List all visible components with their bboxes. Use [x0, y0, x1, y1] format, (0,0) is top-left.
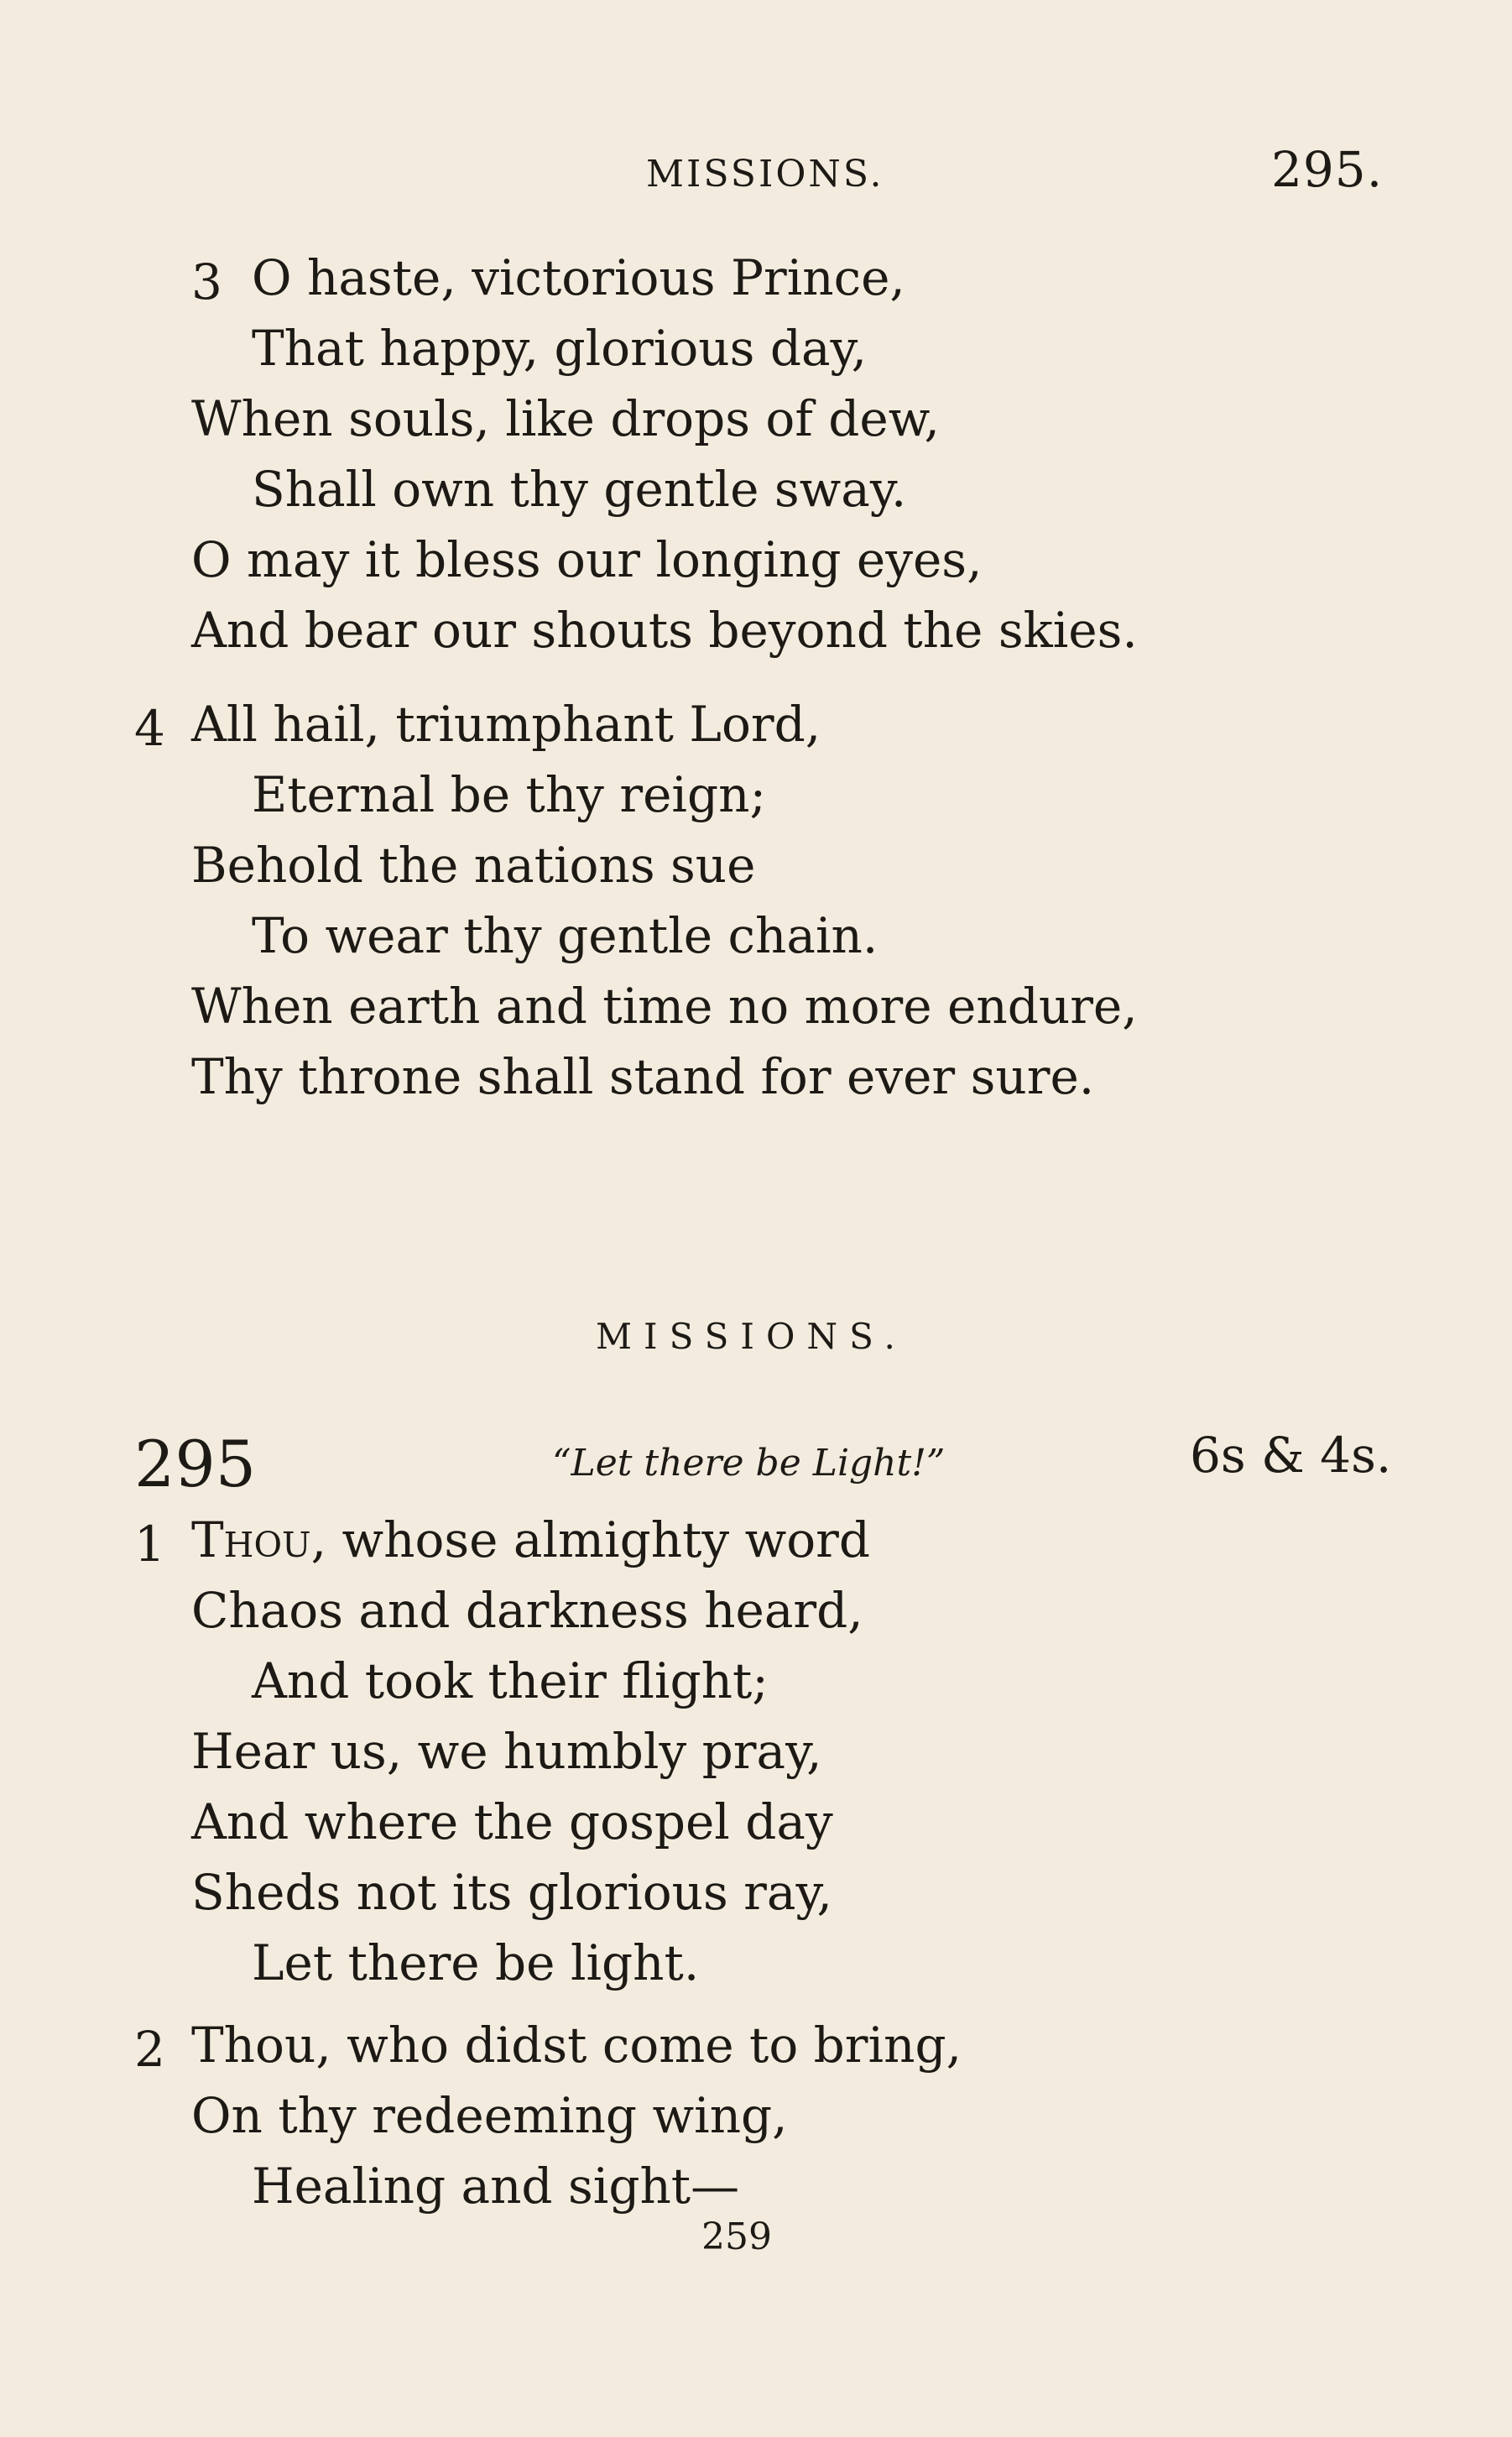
- first-word: Thou,: [191, 1511, 327, 1568]
- stanza-number: 3: [191, 253, 222, 310]
- stanza-number: 1: [134, 1516, 165, 1573]
- verse-line: Chaos and darkness heard,: [191, 1582, 863, 1639]
- verse-line: When souls, like drops of dew,: [191, 390, 940, 447]
- verse-line: Hear us, we humbly pray,: [191, 1723, 822, 1780]
- verse-line: Behold the nations sue: [191, 837, 756, 894]
- verse-line: That happy, glorious day,: [252, 320, 868, 377]
- verse-line: And where the gospel day: [191, 1793, 833, 1850]
- verse-line: O haste, victorious Prince,: [252, 249, 905, 306]
- verse-line: Eternal be thy reign;: [252, 766, 766, 823]
- verse-line: And bear our shouts beyond the skies.: [191, 602, 1138, 659]
- section-title: MISSIONS.: [596, 1316, 907, 1357]
- first-line-rest: whose almighty word: [342, 1511, 871, 1568]
- stanza-number: 2: [134, 2021, 165, 2078]
- page-number: 295.: [1271, 141, 1384, 198]
- verse-line: To wear thy gentle chain.: [252, 907, 879, 964]
- verse-line: Thy throne shall stand for ever sure.: [191, 1048, 1095, 1105]
- verse-line: Sheds not its glorious ray,: [191, 1864, 832, 1921]
- verse-line: Thou, who didst come to bring,: [191, 2017, 962, 2074]
- verse-line: Let there be light.: [252, 1934, 700, 1991]
- verse-line: Healing and sight—: [252, 2158, 740, 2215]
- verse-line: And took their flight;: [252, 1652, 769, 1709]
- verse-line: All hail, triumphant Lord,: [191, 696, 821, 753]
- running-head: MISSIONS.: [646, 153, 884, 196]
- verse-line-first: [191, 1511, 871, 1568]
- verse-line: On thy redeeming wing,: [191, 2087, 788, 2144]
- verse-line: Shall own thy gentle sway.: [252, 461, 907, 518]
- stanza-number: 4: [134, 700, 165, 757]
- folio-number: 259: [701, 2215, 772, 2258]
- hymn-number: 295: [134, 1427, 257, 1501]
- hymn-title: “Let there be Light!”: [552, 1442, 946, 1485]
- hymn-meter: 6s & 4s.: [1190, 1427, 1392, 1484]
- verse-line: O may it bless our longing eyes,: [191, 531, 983, 588]
- verse-line: When earth and time no more endure,: [191, 978, 1138, 1035]
